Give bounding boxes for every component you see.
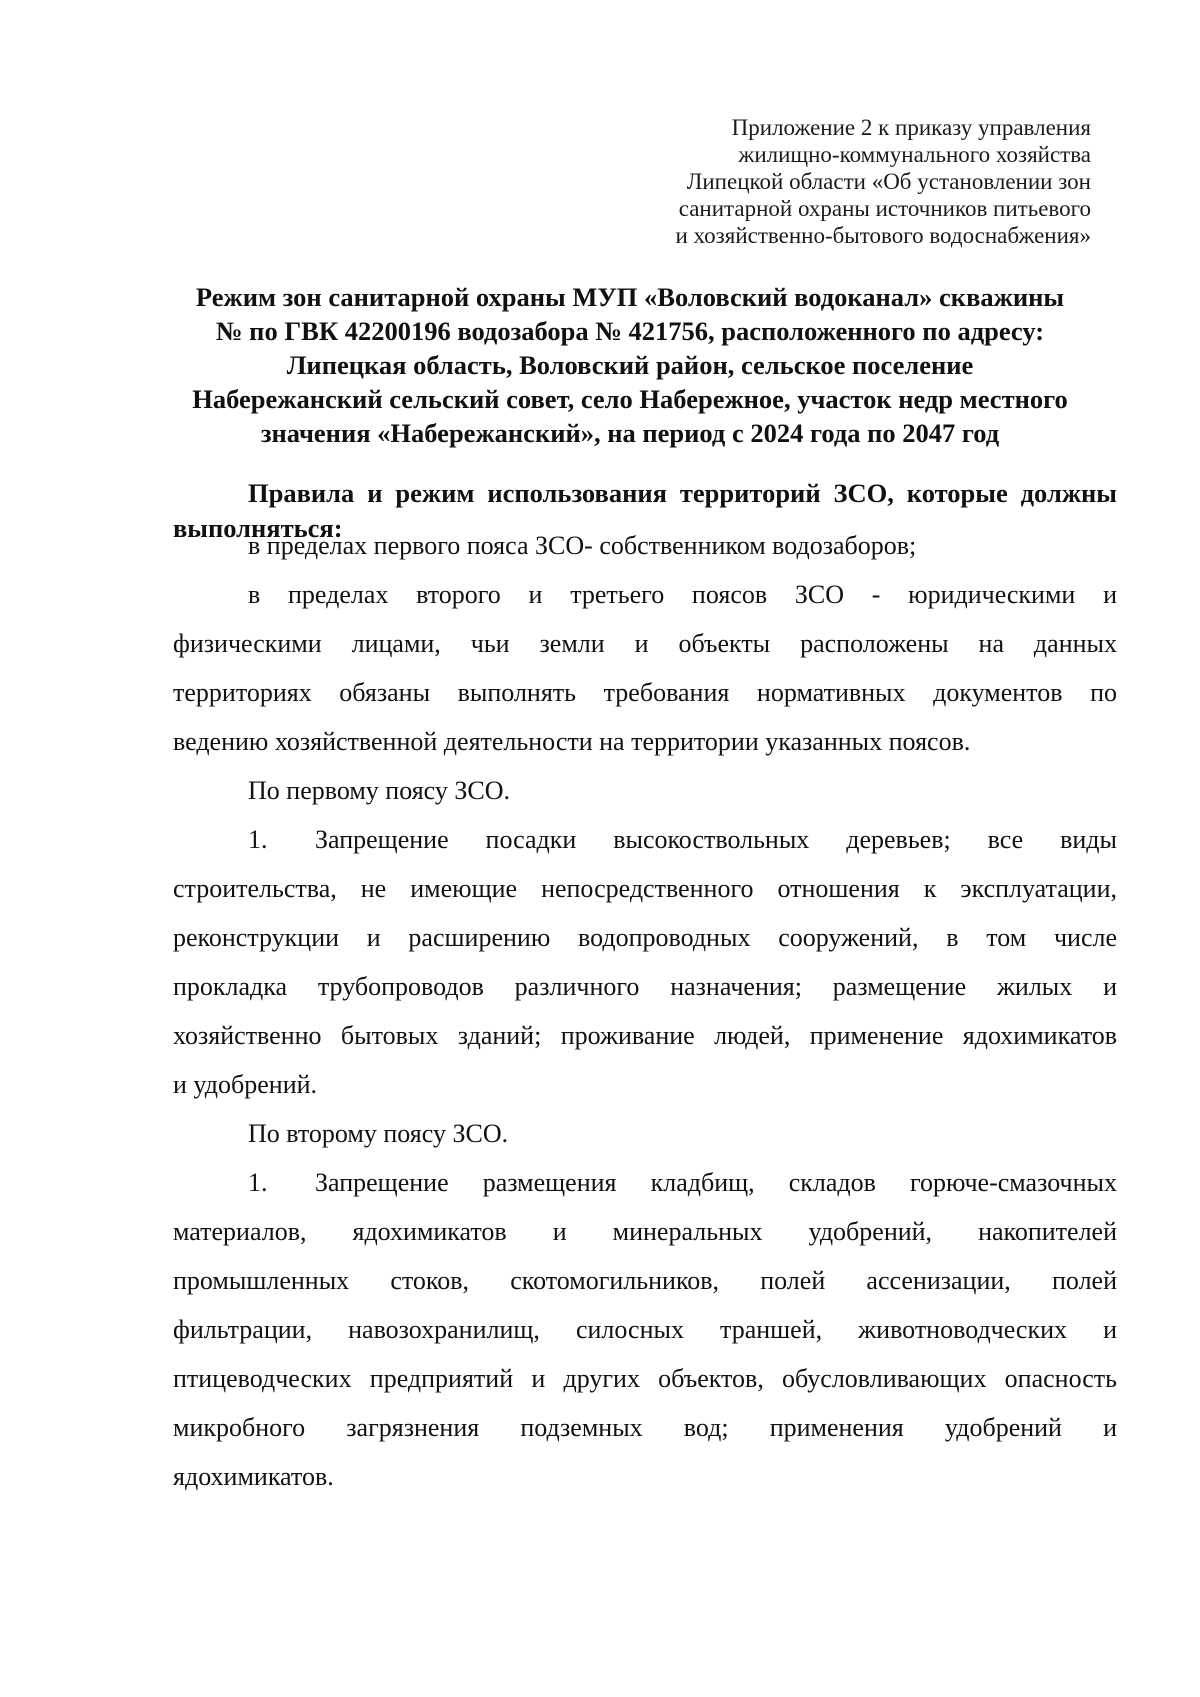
zone1-item1-line: строительства, не имеющие непосредственного отношения к эксплуатации,	[173, 874, 1117, 903]
section-heading-line: Правила и режим использования территорий ЗСО, которые должны	[248, 478, 1117, 508]
zone1-item1-line: прокладка трубопроводов различного назначения; размещение жилых и	[173, 972, 1117, 1001]
zone2-item1-line: ядохимикатов.	[173, 1462, 334, 1491]
paragraph-first-belt: в пределах первого пояса ЗСО- собственником водозаборов;	[248, 531, 917, 560]
title-line: № по ГВК 42200196 водозабора № 421756, расположенного по адресу:	[215, 316, 1045, 346]
title-line: значения «Набережанский», на период с 2024 года по 2047 год	[260, 418, 1000, 448]
zone2-item1-line: птицеводческих предприятий и других объектов, обусловливающих опасность	[173, 1364, 1117, 1393]
appendix-line: жилищно-коммунального хозяйства	[738, 142, 1091, 167]
paragraph-line: территориях обязаны выполнять требования нормативных документов по	[173, 678, 1117, 707]
zone1-item1-line: и удобрений.	[173, 1070, 318, 1099]
item-number: 1.	[248, 1168, 268, 1197]
zone2-item1-line: фильтрации, навозохранилищ, силосных траншей, животноводческих и	[173, 1315, 1117, 1344]
zone2-item1-line	[173, 1158, 1117, 1207]
appendix-line: Липецкой области «Об установлении зон	[686, 169, 1091, 194]
zone2-heading: По второму поясу ЗСО.	[248, 1119, 509, 1148]
appendix-reference	[675, 114, 1091, 249]
appendix-line: Приложение 2 к приказу управления	[731, 115, 1091, 140]
zone1-item1-line: хозяйственно бытовых зданий; проживание людей, применение ядохимикатов	[173, 1021, 1117, 1050]
zone1-heading: По первому поясу ЗСО.	[248, 776, 511, 805]
item-number: 1.	[248, 825, 268, 854]
item-text: Запрещение посадки высокоствольных деревьев; все виды	[315, 825, 1117, 854]
paragraph-line: физическими лицами, чьи земли и объекты расположены на данных	[173, 629, 1117, 658]
paragraph-line: в пределах второго и третьего поясов ЗСО - юридическими и	[248, 580, 1117, 609]
zone2-item1-line: микробного загрязнения подземных вод; применения удобрений и	[173, 1413, 1117, 1442]
zone1-item1-line: реконструкции и расширению водопроводных сооружений, в том числе	[173, 923, 1117, 952]
title-line: Режим зон санитарной охраны МУП «Воловский водоканал» скважины	[195, 282, 1065, 312]
zone2-item1-line: материалов, ядохимикатов и минеральных удобрений, накопителей	[173, 1217, 1117, 1246]
section-heading-line: выполняться:	[173, 513, 343, 543]
title-line: Набережанский сельский совет, село Набережное, участок недр местного	[192, 384, 1068, 414]
appendix-line: и хозяйственно-бытового водоснабжения»	[675, 223, 1091, 248]
paragraph-line: ведению хозяйственной деятельности на территории указанных поясов.	[173, 727, 971, 756]
item-text: Запрещение размещения кладбищ, складов горюче-смазочных	[315, 1168, 1117, 1197]
appendix-line: санитарной охраны источников питьевого	[678, 196, 1091, 221]
zone2-item1-line: промышленных стоков, скотомогильников, полей ассенизации, полей	[173, 1266, 1117, 1295]
title-line: Липецкая область, Воловский район, сельское поселение	[286, 350, 974, 380]
document-title	[150, 280, 1110, 450]
zone1-item1-line	[173, 815, 1117, 864]
document-body	[173, 521, 1117, 1501]
